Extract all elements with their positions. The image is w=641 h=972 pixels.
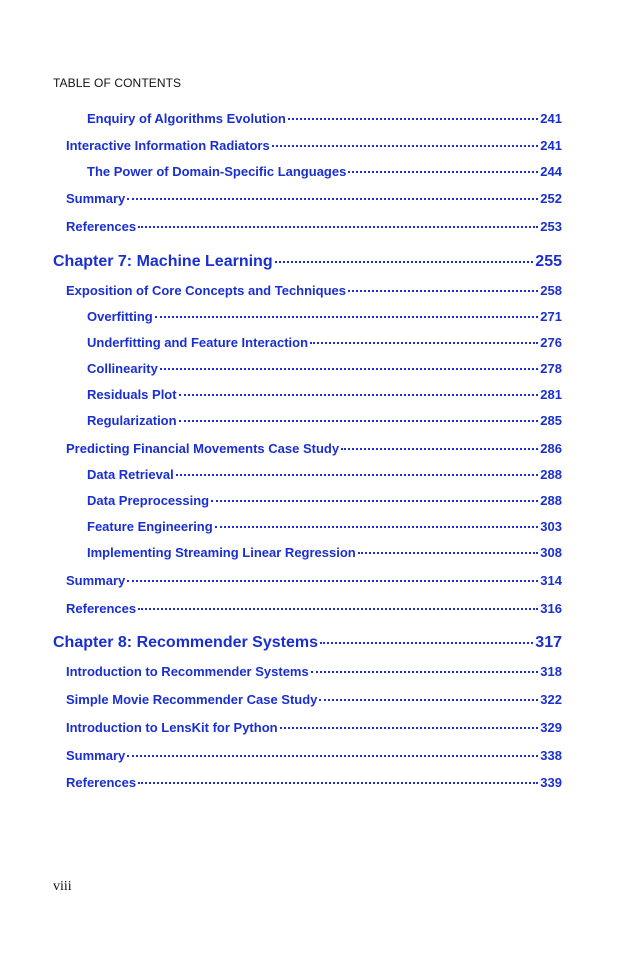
toc-dot-leader <box>310 342 538 344</box>
toc-entry-page: 285 <box>540 413 562 428</box>
toc-entry[interactable] <box>87 413 562 428</box>
toc-dot-leader <box>288 118 538 120</box>
toc-chapter-page: 317 <box>535 634 562 651</box>
running-header: TABLE OF CONTENTS <box>53 76 182 90</box>
toc-entry[interactable] <box>66 573 562 588</box>
toc-entry[interactable] <box>87 164 562 179</box>
toc-entry-page: 288 <box>540 493 562 508</box>
toc-entry-title: Summary <box>66 748 126 763</box>
toc-entry-title: Introduction to Recommender Systems <box>66 664 309 679</box>
toc-entry[interactable] <box>87 493 562 508</box>
toc-entry[interactable] <box>87 519 562 534</box>
toc-entry-title: Underfitting and Feature Interaction <box>87 335 309 350</box>
toc-dot-leader <box>348 171 538 173</box>
toc-dot-leader <box>358 552 539 554</box>
toc-entry-page: 339 <box>540 775 562 790</box>
toc-dot-leader <box>138 608 538 610</box>
toc-entry-title: Predicting Financial Movements Case Study <box>66 441 340 456</box>
toc-entry-page: 318 <box>540 664 562 679</box>
toc-dot-leader <box>211 500 538 502</box>
toc-entry[interactable] <box>66 219 562 234</box>
toc-dot-leader <box>127 580 538 582</box>
toc-entry[interactable] <box>87 309 562 324</box>
toc-entry[interactable] <box>87 111 562 126</box>
toc-dot-leader <box>138 226 538 228</box>
toc-dot-leader <box>341 448 538 450</box>
toc-dot-leader <box>179 420 539 422</box>
toc-entry-page: 253 <box>540 219 562 234</box>
toc-dot-leader <box>138 782 538 784</box>
toc-entry[interactable] <box>87 361 562 376</box>
toc-entry-page: 329 <box>540 720 562 735</box>
toc-entry[interactable] <box>66 775 562 790</box>
toc-chapter-title: Chapter 7: Machine Learning <box>53 253 273 270</box>
toc-entry-title: Simple Movie Recommender Case Study <box>66 692 318 707</box>
toc-dot-leader <box>127 198 538 200</box>
toc-dot-leader <box>311 671 539 673</box>
toc-entry-page: 271 <box>540 309 562 324</box>
page-number: viii <box>53 879 72 894</box>
toc-entry-title: References <box>66 219 137 234</box>
toc-entry-title: Interactive Information Radiators <box>66 138 270 153</box>
toc-dot-leader <box>280 727 539 729</box>
toc-dot-leader <box>275 261 534 263</box>
toc-entry-title: The Power of Domain-Specific Languages <box>87 164 347 179</box>
toc-entry-title: Introduction to LensKit for Python <box>66 720 278 735</box>
toc-dot-leader <box>320 642 533 644</box>
toc-entry-page: 252 <box>540 191 562 206</box>
toc-chapter-page: 255 <box>535 253 562 270</box>
toc-entry[interactable] <box>66 441 562 456</box>
toc-entry-title: Feature Engineering <box>87 519 213 534</box>
toc-entry-title: Enquiry of Algorithms Evolution <box>87 111 286 126</box>
toc-entry-title: Data Preprocessing <box>87 493 210 508</box>
toc-entry-page: 338 <box>540 748 562 763</box>
toc-entry-title: Data Retrieval <box>87 467 174 482</box>
toc-dot-leader <box>179 394 539 396</box>
toc-entry[interactable] <box>66 720 562 735</box>
toc-entry-page: 303 <box>540 519 562 534</box>
toc-dot-leader <box>215 526 539 528</box>
toc-entry-title: Residuals Plot <box>87 387 177 402</box>
toc-entry[interactable] <box>66 191 562 206</box>
toc-chapter-entry[interactable] <box>53 634 562 652</box>
toc-entry[interactable] <box>66 692 562 707</box>
toc-dot-leader <box>272 145 539 147</box>
toc-entry-page: 308 <box>540 545 562 560</box>
toc-entry[interactable] <box>66 283 562 298</box>
toc-entry-page: 276 <box>540 335 562 350</box>
toc-entry-title: Collinearity <box>87 361 158 376</box>
toc-dot-leader <box>176 474 539 476</box>
toc-entry-page: 316 <box>540 601 562 616</box>
toc-entry[interactable] <box>87 387 562 402</box>
toc-dot-leader <box>319 699 538 701</box>
toc-entry-page: 241 <box>540 138 562 153</box>
toc-dot-leader <box>155 316 539 318</box>
toc-entry[interactable] <box>66 748 562 763</box>
toc-dot-leader <box>348 290 538 292</box>
toc-entry-page: 258 <box>540 283 562 298</box>
toc-entry-page: 288 <box>540 467 562 482</box>
toc-entry-title: Overfitting <box>87 309 153 324</box>
toc-dot-leader <box>160 368 539 370</box>
toc-entry-page: 241 <box>540 111 562 126</box>
toc-entry[interactable] <box>66 664 562 679</box>
toc-entry-page: 322 <box>540 692 562 707</box>
toc-entry-title: References <box>66 601 137 616</box>
toc-entry-title: Regularization <box>87 413 177 428</box>
toc-entry-title: Summary <box>66 573 126 588</box>
toc-entry[interactable] <box>87 545 562 560</box>
toc-entry-page: 281 <box>540 387 562 402</box>
toc-chapter-title: Chapter 8: Recommender Systems <box>53 634 318 651</box>
toc-chapter-entry[interactable] <box>53 253 562 271</box>
toc-entry-page: 314 <box>540 573 562 588</box>
toc-entry[interactable] <box>87 467 562 482</box>
toc-entry-page: 278 <box>540 361 562 376</box>
toc-entry[interactable] <box>66 138 562 153</box>
toc-entry[interactable] <box>87 335 562 350</box>
toc-entry-title: Implementing Streaming Linear Regression <box>87 545 356 560</box>
toc-dot-leader <box>127 755 538 757</box>
toc-entry-page: 286 <box>540 441 562 456</box>
toc-entry-title: References <box>66 775 137 790</box>
toc-entry-title: Summary <box>66 191 126 206</box>
toc-entry-title: Exposition of Core Concepts and Techniques <box>66 283 347 298</box>
toc-entry-page: 244 <box>540 164 562 179</box>
toc-entry[interactable] <box>66 601 562 616</box>
